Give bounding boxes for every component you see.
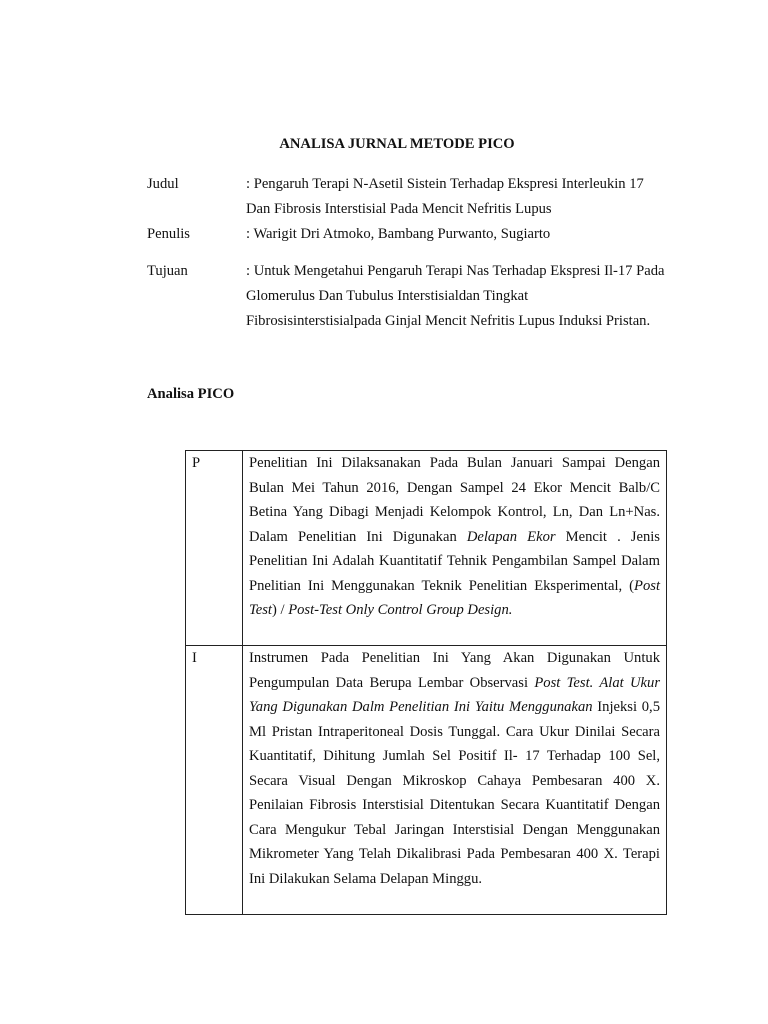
document-title: ANALISA JURNAL METODE PICO bbox=[279, 136, 515, 152]
field-tujuan-label: Tujuan bbox=[147, 263, 188, 279]
pico-table bbox=[185, 450, 667, 915]
field-judul bbox=[147, 172, 667, 222]
pico-row-p bbox=[186, 451, 667, 646]
field-judul-label: Judul bbox=[147, 176, 179, 192]
pico-row-i bbox=[186, 646, 667, 915]
field-tujuan bbox=[147, 259, 667, 334]
pico-code-p: P bbox=[186, 451, 243, 646]
field-tujuan-value: : Untuk Mengetahui Pengaruh Terapi Nas Terhadap Ekspresi Il-17 Pada Glomerulus Dan Tubulus Interstisialdan Tingkat Fibrosisinterstisialpada Ginjal Mencit Nefritis Lupus Induksi Pristan. bbox=[246, 263, 665, 329]
pico-p-text-3: Mencit . Jenis Penelitian Ini Adalah Kuantitatif Tehnik Pengambilan Sampel Dalam Pnelitian Ini Menggunakan Teknik Penelitian Eksperimental, ( bbox=[249, 528, 660, 594]
pico-p-text-2: Delapan Ekor bbox=[466, 528, 556, 545]
field-judul-value: : Pengaruh Terapi N-Asetil Sistein Terhadap Ekspresi Interleukin 17 Dan Fibrosis Interstisial Pada Mencit Nefritis Lupus bbox=[246, 176, 644, 217]
section-heading-pico: Analisa PICO bbox=[147, 386, 235, 402]
pico-code-i: I bbox=[186, 646, 243, 915]
pico-p-text-6: Post-Test Only Control Group Design. bbox=[288, 602, 513, 618]
pico-i-text-2: Post Test. Alat Ukur Yang Digunakan Dalm Penelitian Ini Yaitu Menggunakan bbox=[249, 674, 660, 715]
pico-p-text-4: Post Test bbox=[249, 577, 660, 618]
pico-i-text-3: Injeksi 0,5 Ml Pristan Intraperitoneal Dosis Tunggal. Cara Ukur Dinilai Secara Kuantitatif, Dihitung Jumlah Sel Positif Il- 17 Terhadap 100 Sel, Secara Visual Dengan Mikroskop Cahaya Pembesaran 400 X. Penilaian Fibrosis Interstisial Ditentukan Secara Kuantitatif Dengan Cara Mengukur Tebal Jaringan Interstisial Dengan Menggunakan Mikrometer Yang Telah Dikalibrasi Pada Pembesaran 400 X. Terapi Ini Dilakukan Selama Delapan Minggu. bbox=[249, 699, 660, 887]
pico-desc-i bbox=[243, 646, 667, 915]
pico-p-text-5: ) / bbox=[272, 602, 289, 618]
pico-i-text-1: Instrumen Pada Penelitian Ini Yang Akan Digunakan Untuk Pengumpulan Data Berupa Lembar Observasi bbox=[249, 650, 660, 691]
field-penulis bbox=[147, 222, 667, 247]
pico-desc-p bbox=[243, 451, 667, 646]
pico-p-text-1: Penelitian Ini Dilaksanakan Pada Bulan Januari Sampai Dengan Bulan Mei Tahun 2016, Dengan Sampel 24 Ekor Mencit Balb/C Betina Yang Dibagi Menjadi Kelompok Kontrol, Ln, Dan Ln+Nas. Dalam Penelitian Ini Digunakan bbox=[249, 455, 660, 545]
field-penulis-value: : Warigit Dri Atmoko, Bambang Purwanto, Sugiarto bbox=[246, 226, 551, 242]
field-penulis-label: Penulis bbox=[147, 226, 190, 242]
